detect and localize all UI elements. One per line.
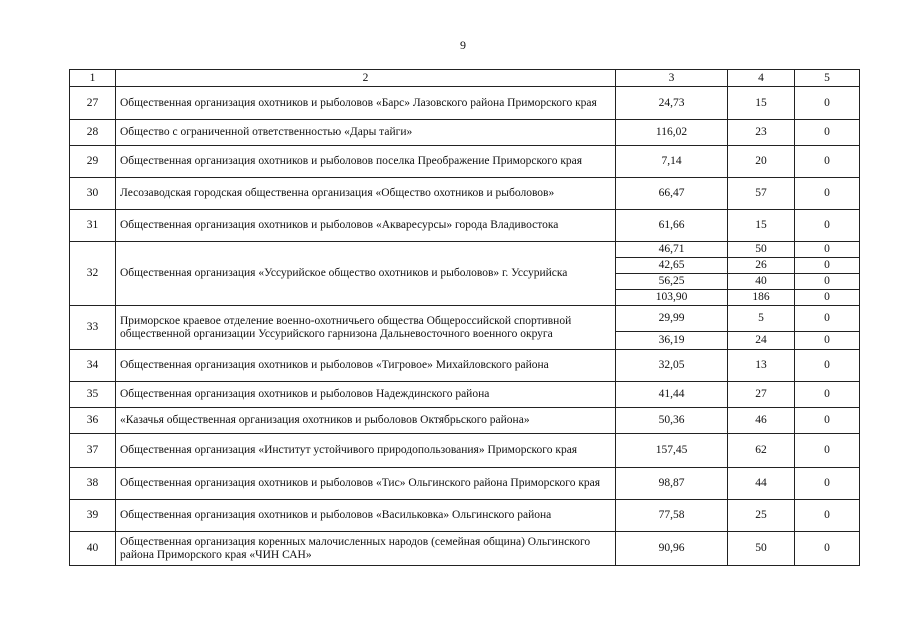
organization-name: Общественная организация охотников и рыболовов «Акваресурсы» города Владивостока <box>116 210 616 242</box>
table-row <box>70 434 860 468</box>
table-row <box>70 146 860 178</box>
row-number: 29 <box>70 146 116 178</box>
header-cell: 5 <box>795 70 860 87</box>
col5-value: 0 <box>795 290 860 306</box>
area-value: 36,19 <box>616 332 728 350</box>
area-value: 29,99 <box>616 306 728 332</box>
col5-value: 0 <box>795 87 860 120</box>
organizations-table <box>69 69 860 566</box>
header-cell: 4 <box>728 70 795 87</box>
area-value: 42,65 <box>616 258 728 274</box>
col5-value: 0 <box>795 274 860 290</box>
col5-value: 0 <box>795 350 860 382</box>
col5-value: 0 <box>795 408 860 434</box>
col5-value: 0 <box>795 500 860 532</box>
row-number: 32 <box>70 242 116 306</box>
count-value: 15 <box>728 210 795 242</box>
organization-name: Общественная организация охотников и рыболовов Надеждинского района <box>116 382 616 408</box>
organization-name: Общественная организация охотников и рыболовов «Барс» Лазовского района Приморского края <box>116 87 616 120</box>
area-value: 61,66 <box>616 210 728 242</box>
count-value: 20 <box>728 146 795 178</box>
area-value: 50,36 <box>616 408 728 434</box>
organization-name: Общественная организация «Институт устойчивого природопользования» Приморского края <box>116 434 616 468</box>
col5-value: 0 <box>795 306 860 332</box>
count-value: 5 <box>728 306 795 332</box>
col5-value: 0 <box>795 146 860 178</box>
area-value: 103,90 <box>616 290 728 306</box>
organization-name: Общественная организация коренных малочисленных народов (семейная община) Ольгинского района Приморского края «ЧИН САН» <box>116 532 616 566</box>
area-value: 116,02 <box>616 120 728 146</box>
col5-value: 0 <box>795 242 860 258</box>
count-value: 25 <box>728 500 795 532</box>
count-value: 62 <box>728 434 795 468</box>
table-row <box>70 408 860 434</box>
area-value: 24,73 <box>616 87 728 120</box>
table-row <box>70 306 860 332</box>
col5-value: 0 <box>795 258 860 274</box>
table-row <box>70 242 860 258</box>
area-value: 77,58 <box>616 500 728 532</box>
row-number: 28 <box>70 120 116 146</box>
header-cell: 3 <box>616 70 728 87</box>
count-value: 44 <box>728 468 795 500</box>
area-value: 56,25 <box>616 274 728 290</box>
table-row <box>70 468 860 500</box>
table-header-row <box>70 70 860 87</box>
organization-name: Общественная организация охотников и рыболовов поселка Преображение Приморского края <box>116 146 616 178</box>
table-row <box>70 350 860 382</box>
count-value: 27 <box>728 382 795 408</box>
col5-value: 0 <box>795 178 860 210</box>
area-value: 98,87 <box>616 468 728 500</box>
row-number: 39 <box>70 500 116 532</box>
table-row <box>70 178 860 210</box>
col5-value: 0 <box>795 434 860 468</box>
area-value: 157,45 <box>616 434 728 468</box>
organization-name: Общественная организация охотников и рыболовов «Тис» Ольгинского района Приморского края <box>116 468 616 500</box>
table-row <box>70 532 860 566</box>
header-cell: 1 <box>70 70 116 87</box>
count-value: 26 <box>728 258 795 274</box>
count-value: 23 <box>728 120 795 146</box>
col5-value: 0 <box>795 210 860 242</box>
row-number: 36 <box>70 408 116 434</box>
row-number: 34 <box>70 350 116 382</box>
count-value: 46 <box>728 408 795 434</box>
table-row <box>70 87 860 120</box>
organization-name: Общественная организация охотников и рыболовов «Тигровое» Михайловского района <box>116 350 616 382</box>
row-number: 37 <box>70 434 116 468</box>
row-number: 38 <box>70 468 116 500</box>
row-number: 31 <box>70 210 116 242</box>
organization-name: «Казачья общественная организация охотников и рыболовов Октябрьского района» <box>116 408 616 434</box>
table-row <box>70 382 860 408</box>
table-row <box>70 500 860 532</box>
count-value: 15 <box>728 87 795 120</box>
count-value: 13 <box>728 350 795 382</box>
col5-value: 0 <box>795 120 860 146</box>
organization-name: Лесозаводская городская общественна организация «Общество охотников и рыболовов» <box>116 178 616 210</box>
row-number: 33 <box>70 306 116 350</box>
count-value: 50 <box>728 242 795 258</box>
area-value: 32,05 <box>616 350 728 382</box>
col5-value: 0 <box>795 468 860 500</box>
count-value: 40 <box>728 274 795 290</box>
count-value: 186 <box>728 290 795 306</box>
area-value: 66,47 <box>616 178 728 210</box>
col5-value: 0 <box>795 382 860 408</box>
row-number: 40 <box>70 532 116 566</box>
organization-name: Общество с ограниченной ответственностью «Дары тайги» <box>116 120 616 146</box>
count-value: 24 <box>728 332 795 350</box>
col5-value: 0 <box>795 532 860 566</box>
area-value: 46,71 <box>616 242 728 258</box>
col5-value: 0 <box>795 332 860 350</box>
area-value: 90,96 <box>616 532 728 566</box>
page-number: 9 <box>460 38 466 52</box>
row-number: 30 <box>70 178 116 210</box>
organization-name: Общественная организация «Уссурийское общество охотников и рыболовов» г. Уссурийска <box>116 242 616 306</box>
row-number: 35 <box>70 382 116 408</box>
area-value: 7,14 <box>616 146 728 178</box>
row-number: 27 <box>70 87 116 120</box>
organization-name: Общественная организация охотников и рыболовов «Васильковка» Ольгинского района <box>116 500 616 532</box>
area-value: 41,44 <box>616 382 728 408</box>
count-value: 57 <box>728 178 795 210</box>
table-row <box>70 210 860 242</box>
header-cell: 2 <box>116 70 616 87</box>
count-value: 50 <box>728 532 795 566</box>
organization-name: Приморское краевое отделение военно-охотничьего общества Общероссийской спортивной общественной организации Уссурийского гарнизона Дальневосточного военного округа <box>116 306 616 350</box>
table-row <box>70 120 860 146</box>
